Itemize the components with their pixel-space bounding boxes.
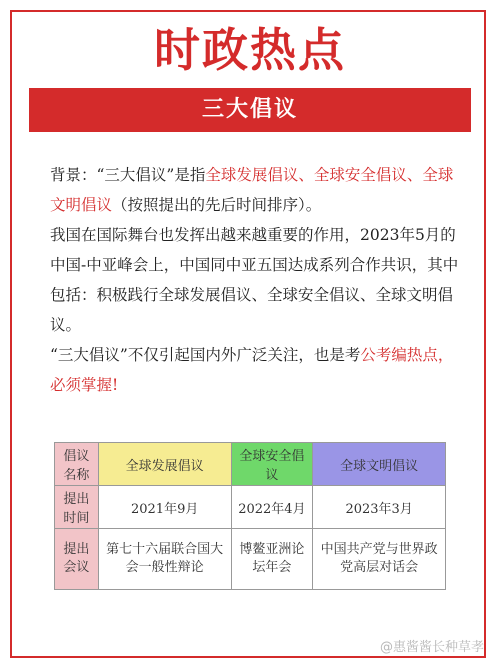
page-title: 时政热点	[154, 23, 346, 77]
paragraph-importance	[50, 340, 460, 400]
para1-suffix: （按照提出的先后时间排序）。	[112, 196, 322, 214]
table-cell: 中国共产党与世界政党高层对话会	[313, 529, 446, 590]
table-cell: 第七十六届联合国大会一般性辩论	[98, 529, 231, 590]
initiatives-table	[54, 442, 446, 590]
table-row-header	[55, 443, 446, 486]
section-banner: 三大倡议	[29, 88, 471, 132]
table-row-meeting	[55, 529, 446, 590]
table-cell: 全球安全倡议	[231, 443, 313, 486]
table-cell: 2022年4月	[231, 486, 313, 529]
watermark-text: @惠酱酱长种草孝	[379, 640, 484, 655]
para1-highlight: 全球发展倡议、全球安全倡议、全球文明倡议	[50, 166, 454, 214]
article-body	[50, 160, 460, 400]
paragraph-background	[50, 160, 460, 220]
table-cell: 2021年9月	[98, 486, 231, 529]
table-cell: 全球文明倡议	[313, 443, 446, 486]
table-cell: 倡议名称	[55, 443, 99, 486]
table-cell: 提出时间	[55, 486, 99, 529]
paragraph-summit: 我国在国际舞台也发挥出越来越重要的作用，2023年5月的中国-中亚峰会上，中国同中亚五国达成系列合作共识，其中包括：积极践行全球发展倡议、全球安全倡议、全球文明倡议。	[50, 226, 459, 334]
table-cell: 提出会议	[55, 529, 99, 590]
para3-prefix: “三大倡议”不仅引起国内外广泛关注，也是考	[50, 346, 361, 364]
para1-prefix: 背景：“三大倡议”是指	[50, 166, 206, 184]
table-cell: 博鳌亚洲论坛年会	[231, 529, 313, 590]
table-cell: 2023年3月	[313, 486, 446, 529]
table-cell: 全球发展倡议	[98, 443, 231, 486]
table-row-time	[55, 486, 446, 529]
para3-highlight: 公考编热点，必须掌握!	[50, 346, 454, 394]
